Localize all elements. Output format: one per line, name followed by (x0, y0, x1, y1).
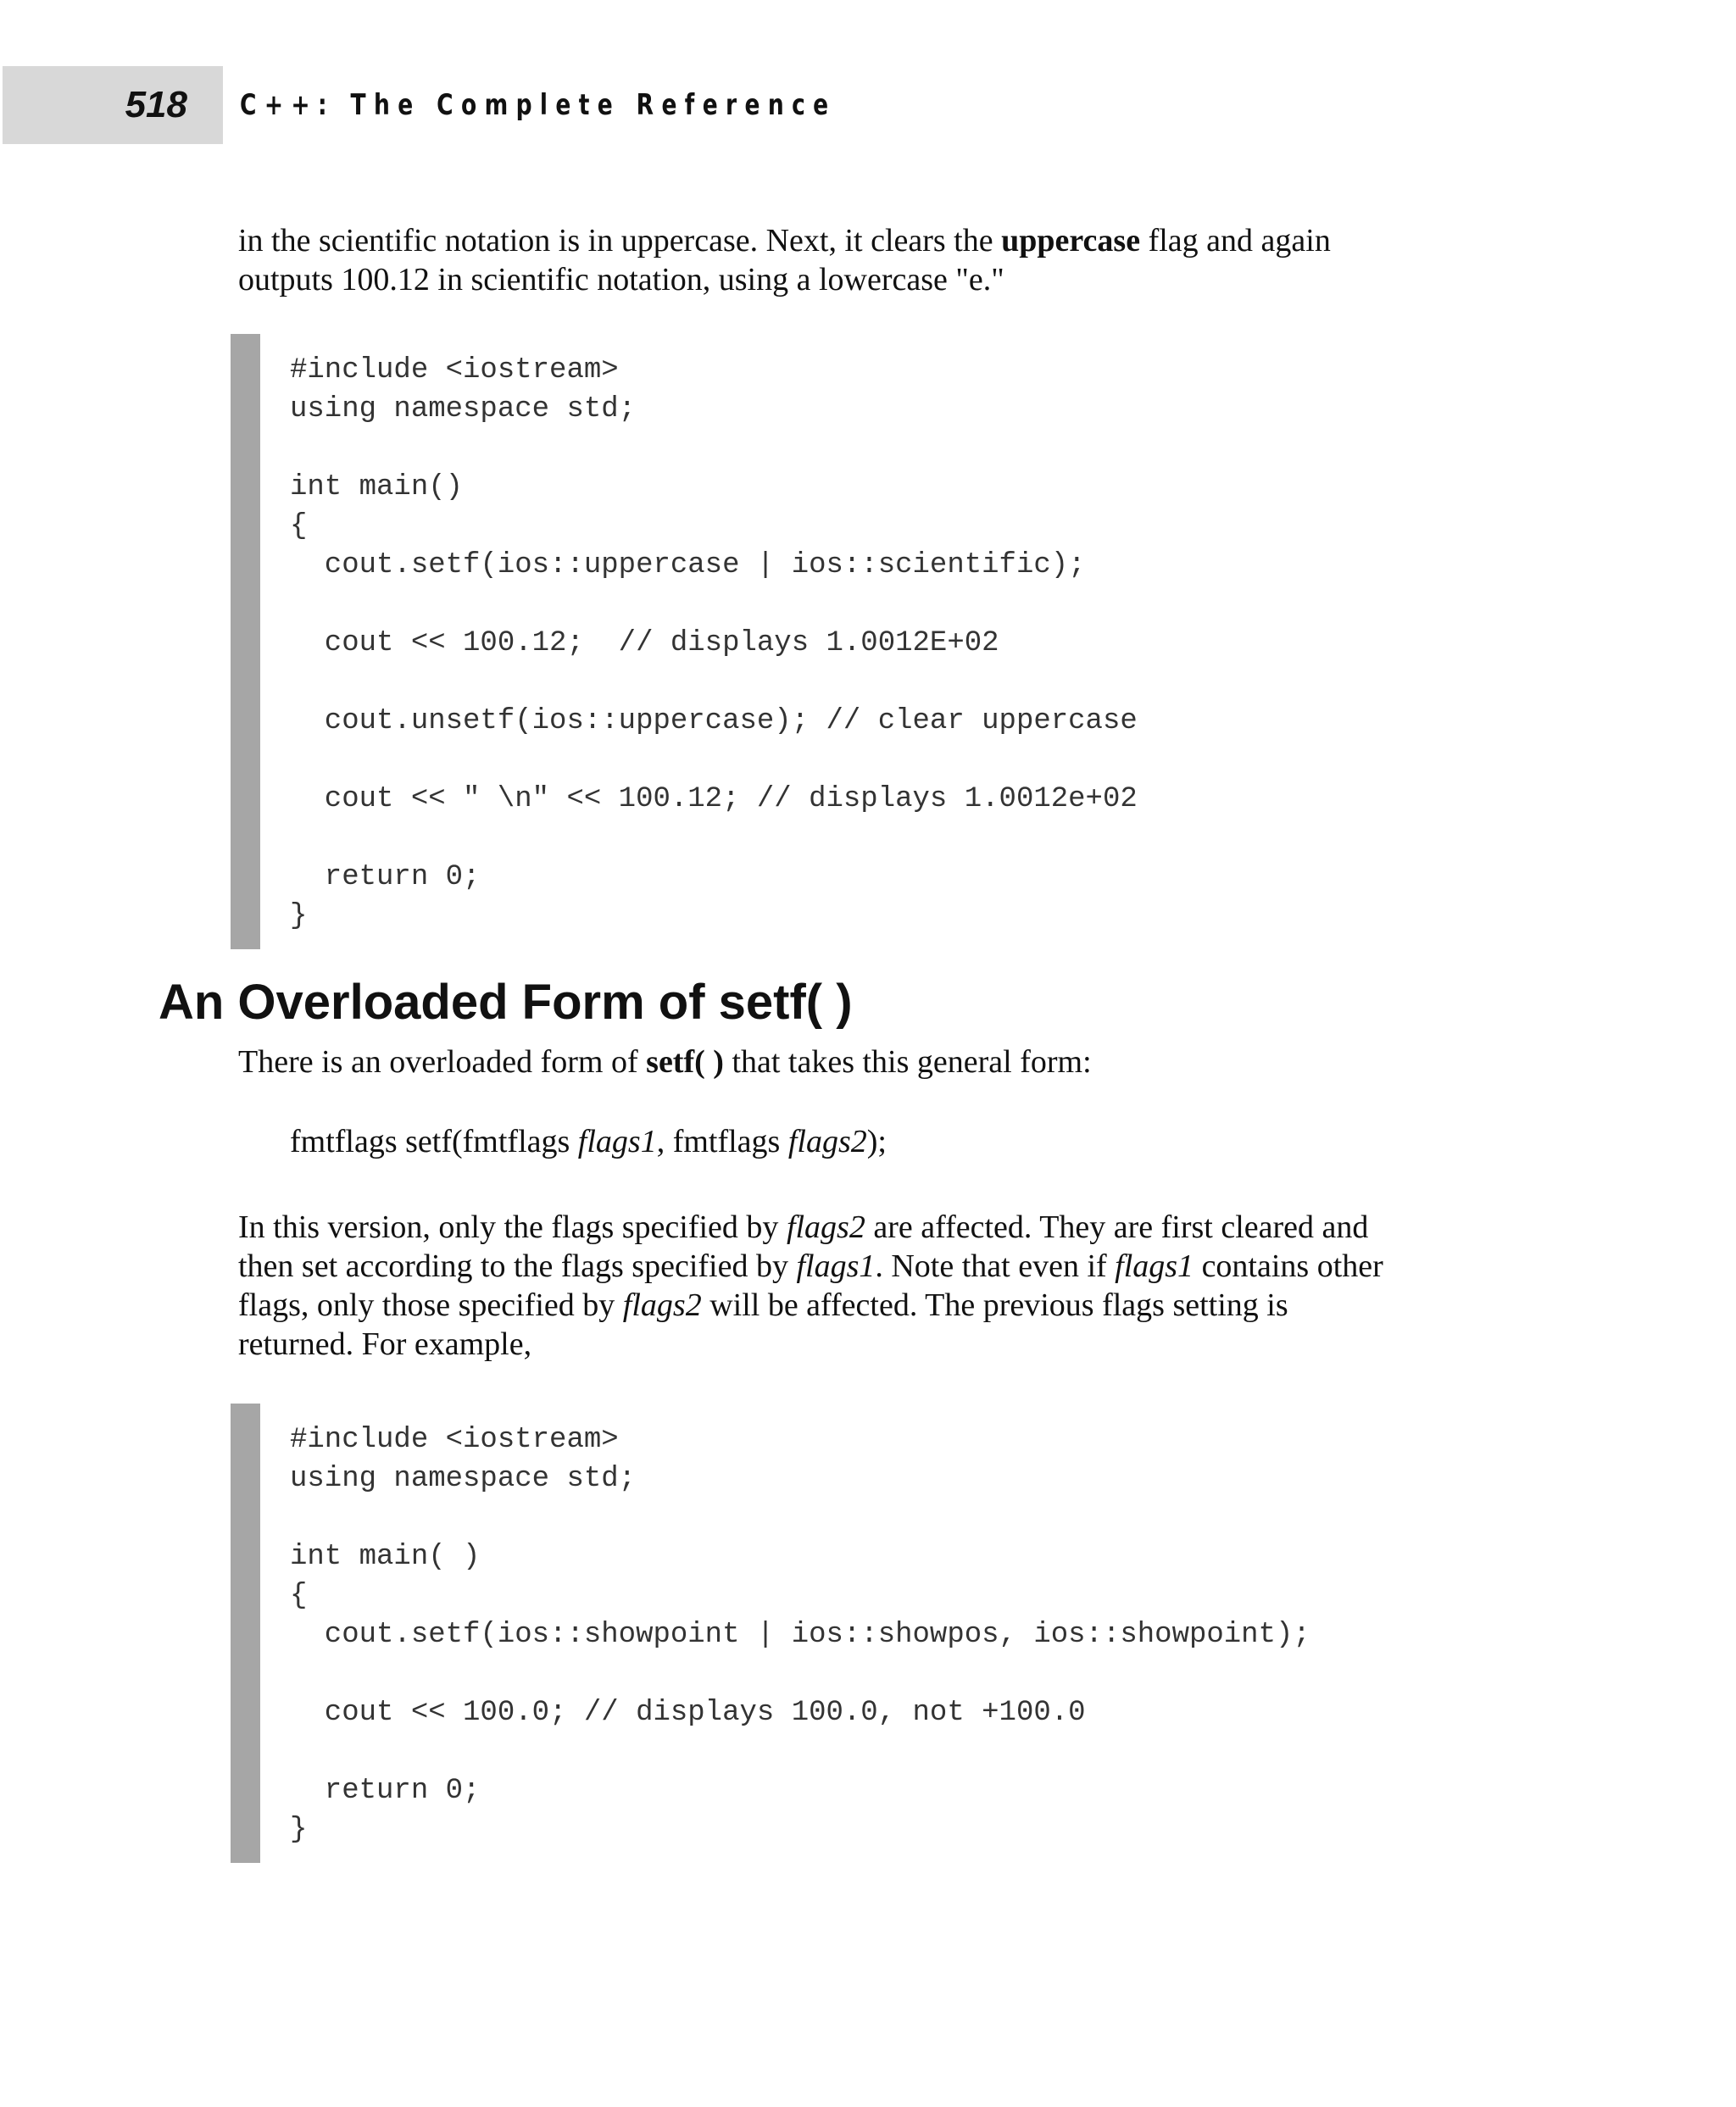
code-line: using namespace std; (290, 1463, 637, 1495)
explanation-line-2 (238, 1247, 1493, 1286)
flags2-param: flags2 (787, 1124, 867, 1159)
running-title: C++: The Complete Reference (240, 88, 837, 122)
code-block-1 (231, 334, 1502, 949)
code-line: cout << 100.12; // displays 1.0012E+02 (290, 627, 999, 659)
flags1-ref: flags1 (1115, 1248, 1194, 1284)
setf-keyword: setf( ) (646, 1044, 724, 1080)
flags2-ref: flags2 (786, 1209, 865, 1245)
code-line: int main() (290, 471, 464, 503)
intro-line-1-end: flag and again (1140, 223, 1331, 259)
code-block-bar (231, 1404, 260, 1863)
syntax-text: , fmtflags (656, 1124, 788, 1159)
code-line: cout << 100.0; // displays 100.0, not +100.0 (290, 1697, 1086, 1729)
code-line: { (290, 510, 308, 542)
section-heading: An Overloaded Form of setf( ) (159, 975, 853, 1030)
explanation-text: In this version, only the flags specified by (238, 1209, 787, 1245)
code-line: return 0; (290, 861, 481, 893)
code-line: } (290, 900, 308, 932)
explanation-text: then set according to the flags specified by (238, 1248, 797, 1284)
code-line: int main( ) (290, 1541, 481, 1573)
flags2-ref: flags2 (622, 1287, 702, 1323)
code-line: cout.setf(ios::uppercase | ios::scientific); (290, 549, 1086, 581)
intro-line-1-text: in the scientific notation is in uppercase. Next, it clears the (238, 223, 1002, 259)
flags1-param: flags1 (577, 1124, 657, 1159)
section-intro-end: that takes this general form: (723, 1044, 1092, 1080)
page-number: 518 (125, 84, 187, 125)
syntax-text: fmtflags setf(fmtflags (290, 1124, 578, 1159)
code-line: cout << " \n" << 100.12; // displays 1.0012e+02 (290, 783, 1138, 815)
code-line: { (290, 1580, 308, 1612)
code-line: #include <iostream> (290, 354, 619, 386)
explanation-text: flags, only those specified by (238, 1287, 623, 1323)
code-line: #include <iostream> (290, 1424, 619, 1456)
code-block-2 (231, 1404, 1502, 1863)
explanation-line-4: returned. For example, (238, 1326, 532, 1362)
explanation-text: are affected. They are first cleared and (865, 1209, 1369, 1245)
general-form-syntax (290, 1122, 887, 1161)
section-intro-text: There is an overloaded form of (238, 1044, 647, 1080)
code-line: return 0; (290, 1775, 481, 1807)
intro-paragraph (238, 221, 1493, 299)
code-line: using namespace std; (290, 393, 637, 425)
explanation-text: will be affected. The previous flags setting is (701, 1287, 1288, 1323)
intro-line-1 (238, 221, 1493, 260)
explanation-text: . Note that even if (875, 1248, 1116, 1284)
code-block-bar (231, 334, 260, 949)
explanation-line-3 (238, 1286, 1493, 1325)
explanation-line-1 (238, 1208, 1493, 1247)
uppercase-keyword: uppercase (1001, 223, 1141, 259)
syntax-text: ); (866, 1124, 887, 1159)
code-line: } (290, 1814, 308, 1846)
code-line: cout.unsetf(ios::uppercase); // clear uppercase (290, 705, 1138, 737)
flags1-ref: flags1 (796, 1248, 876, 1284)
explanation-text: contains other (1194, 1248, 1383, 1284)
explanation-paragraph (238, 1208, 1493, 1364)
code-line: cout.setf(ios::showpoint | ios::showpos, ios::showpoint); (290, 1619, 1310, 1651)
intro-line-2: outputs 100.12 in scientific notation, using a lowercase "e." (238, 262, 1004, 297)
page-number-tab (3, 66, 223, 144)
section-intro (238, 1042, 1493, 1081)
